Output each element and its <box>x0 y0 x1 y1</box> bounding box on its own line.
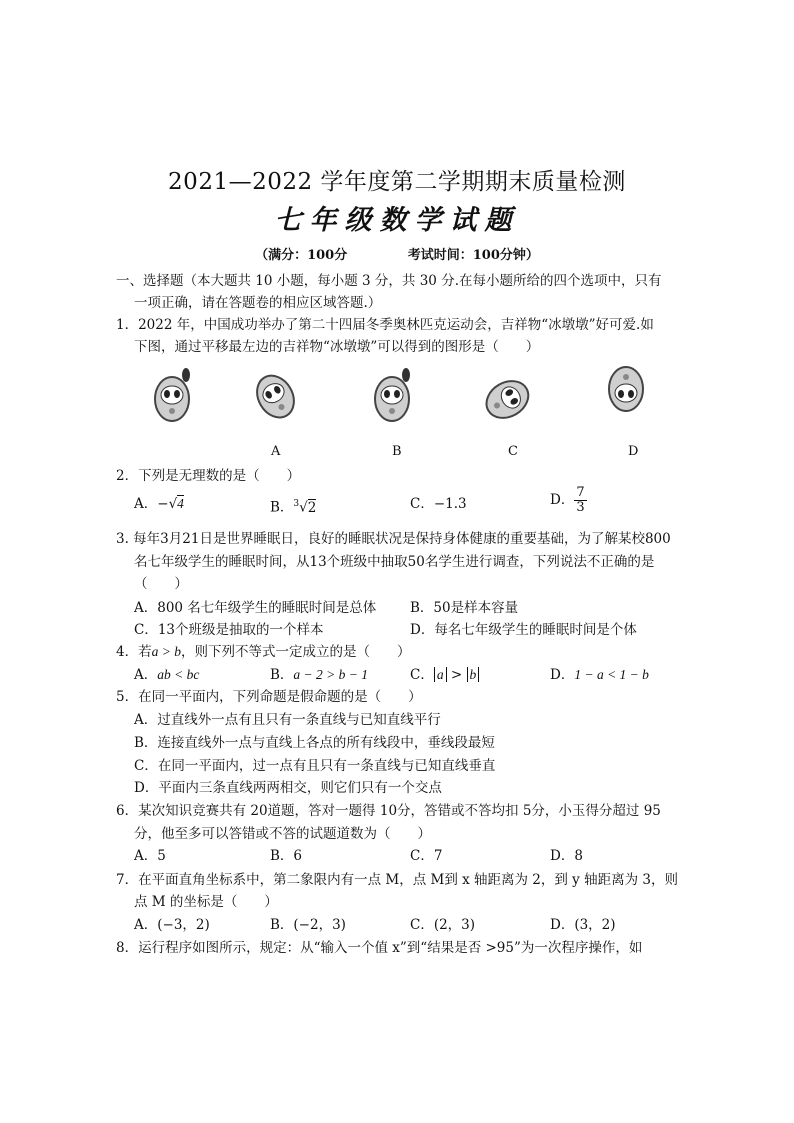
q5-option-c: C．在同一平面内，过一点有且只有一条直线与已知直线垂直 <box>134 758 496 774</box>
q6-option-b: B．6 <box>270 848 303 864</box>
q2-option-c: C．−1.3 <box>410 496 467 512</box>
q3-option-b: B．50是样本容量 <box>410 600 519 616</box>
section1-line2: 一项正确，请在答题卷的相应区域答题.） <box>134 295 382 311</box>
mascot-figures <box>140 363 660 433</box>
q3-line2: 名七年级学生的睡眠时间，从13个班级中抽取50名学生进行调查，下列说法不正确的是 <box>134 554 655 570</box>
mascot-original-image <box>150 365 194 427</box>
q5-stem: 5．在同一平面内，下列命题是假命题的是（ ） <box>116 689 422 705</box>
q6-option-c: C．7 <box>410 848 443 864</box>
q4-option-b: B．a − 2 > b − 1 <box>270 667 369 683</box>
q4-stem: 4．若a > b，则下列不等式一定成立的是（ ） <box>116 644 411 660</box>
figure-label-d: D <box>628 444 639 459</box>
q4-option-d: D．1 − a < 1 − b <box>550 667 649 683</box>
q6-option-d: D．8 <box>550 848 583 864</box>
q1-line2: 下图，通过平移最左边的吉祥物“冰墩墩”可以得到的图形是（ ） <box>134 339 540 355</box>
q3-option-c: C．13个班级是抽取的一个样本 <box>134 622 324 638</box>
mascot-option-a-image <box>252 363 296 425</box>
q2-option-a: A．−√4 <box>134 496 184 512</box>
q5-option-b: B．连接直线外一点与直线上各点的所有线段中，垂线段最短 <box>134 735 495 751</box>
q7-option-d: D．(3，2) <box>550 917 616 933</box>
exam-subtitle: 七年级数学试题 <box>274 205 520 236</box>
score-info: （满分：100分 <box>255 248 348 263</box>
q2-option-d: D． $\frac{7}{3}$ <box>550 485 585 515</box>
section1-line1: 一、选择题（本大题共 10 小题，每小题 3 分，共 30 分.在每小题所给的四个选项中，只有 <box>116 273 662 289</box>
q5-option-a: A．过直线外一点有且只有一条直线与已知直线平行 <box>134 712 441 728</box>
time-info: 考试时间：100分钟） <box>407 248 539 263</box>
figure-label-a: A <box>271 444 281 459</box>
q6-line1: 6．某次知识竞赛共有 20道题，答对一题得 10分，答错或不答均扣 5分，小玉得分超过 95 <box>116 803 661 819</box>
q7-line2: 点 M 的坐标是（ ） <box>134 894 278 910</box>
q4-option-c: C． a > b <box>410 665 479 685</box>
mascot-option-d-image <box>604 361 648 423</box>
q3-option-d: D．每名七年级学生的睡眠时间是个体 <box>410 622 637 638</box>
q3-option-a: A．800 名七年级学生的睡眠时间是总体 <box>134 600 377 616</box>
q7-option-c: C．(2，3) <box>410 917 476 933</box>
q2-stem: 2．下列是无理数的是（ ） <box>116 468 301 484</box>
mascot-option-b-image <box>370 365 414 427</box>
exam-title: 2021—2022 学年度第二学期期末质量检测 <box>168 169 626 195</box>
q3-line1: 3. 每年3月21日是世界睡眠日，良好的睡眠状况是保持身体健康的重要基础，为了解某校800 <box>116 531 671 547</box>
q7-option-a: A．(−3，2) <box>134 917 210 933</box>
q2-option-b: B．$^3$√2 <box>270 499 317 516</box>
q6-option-a: A．5 <box>134 848 166 864</box>
q5-option-d: D．平面内三条直线两两相交，则它们只有一个交点 <box>134 780 442 796</box>
figure-label-c: C <box>508 444 518 459</box>
q7-line1: 7．在平面直角坐标系中，第二象限内有一点 M，点 M到 x 轴距离为 2，到 y 轴距离为 3，则 <box>116 872 678 888</box>
q4-option-a: A．ab < bc <box>134 667 200 683</box>
q8-line1: 8．运行程序如图所示，规定：从“输入一个值 x”到“结果是否 >95”为一次程序操作，如 <box>116 940 643 956</box>
mascot-option-c-image <box>480 367 540 429</box>
exam-meta <box>0 244 794 263</box>
fraction-7-3: $\frac{7}{3}$ <box>576 485 585 515</box>
figure-label-b: B <box>392 444 402 459</box>
q1-line1: 1．2022 年，中国成功举办了第二十四届冬季奥林匹克运动会，吉祥物“冰墩墩”好可爱.如 <box>116 317 654 333</box>
q3-line3: （ ） <box>134 576 188 592</box>
q7-option-b: B．(−2，3) <box>270 917 346 933</box>
q6-line2: 分，他至多可以答错或不答的试题道数为（ ） <box>134 826 431 842</box>
